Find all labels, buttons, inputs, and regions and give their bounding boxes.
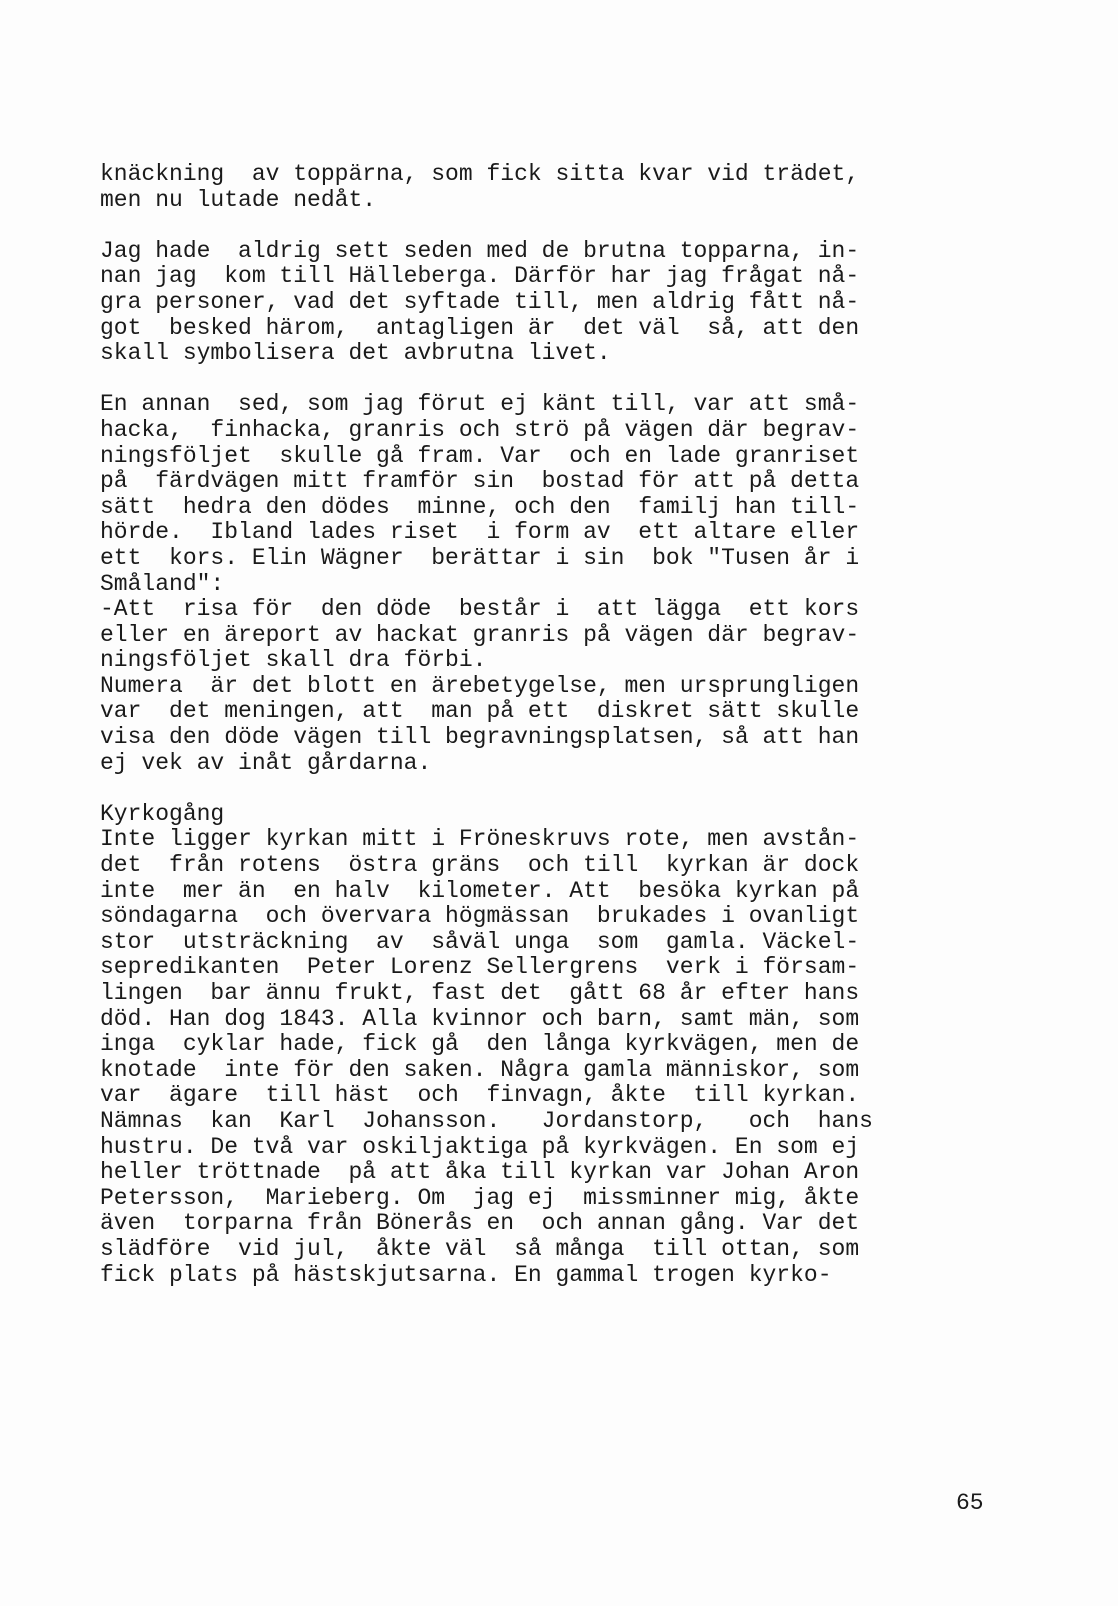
text-line: Jag hade aldrig sett seden med de brutna topparna, in-	[100, 237, 860, 264]
text-line: got besked härom, antagligen är det väl så, att den	[100, 314, 860, 341]
text-line: Numera är det blott en ärebetygelse, men ursprungligen	[100, 672, 860, 699]
text-line: var ägare till häst och finvagn, åkte till kyrkan.	[100, 1082, 860, 1109]
paragraph	[100, 392, 1000, 776]
paragraph-gap	[100, 213, 1000, 239]
text-line: det från rotens östra gräns och till kyrkan är dock	[100, 852, 860, 879]
text-line: men nu lutade nedåt.	[100, 186, 377, 213]
paragraph	[100, 239, 1000, 367]
text-line: lingen bar ännu frukt, fast det gått 68 år efter hans	[100, 980, 860, 1006]
text-line: slädföre vid jul, åkte väl så många till ottan, som	[100, 1235, 860, 1262]
text-line: även torparna från Bönerås en och annan gång. Var det	[100, 1210, 860, 1237]
text-line: ett kors. Elin Wägner berättar i sin bok "Tusen år i	[100, 544, 860, 571]
text-line: Nämnas kan Karl Johansson. Jordanstorp, och hans	[100, 1107, 873, 1134]
text-line: Småland":	[100, 570, 225, 597]
paragraph-gap	[100, 776, 1000, 802]
text-line: inga cyklar hade, fick gå den långa kyrkvägen, men de	[100, 1031, 860, 1058]
text-line: -Att risa för den döde består i att lägga ett kors	[100, 596, 860, 623]
text-line: på färdvägen mitt framför sin bostad för att på detta	[100, 468, 860, 495]
text-line: Inte ligger kyrkan mitt i Fröneskruvs rote, men avstån-	[100, 826, 860, 853]
text-line: eller en äreport av hackat granris på vägen där begrav-	[100, 621, 860, 648]
text-line: död. Han dog 1843. Alla kvinnor och barn, samt män, som	[100, 1005, 860, 1032]
text-line: gra personer, vad det syftade till, men aldrig fått nå-	[100, 288, 860, 315]
text-line: hörde. Ibland lades riset i form av ett altare eller	[100, 519, 860, 546]
text-line: söndagarna och övervara högmässan brukades i ovanligt	[100, 903, 860, 930]
text-line: skall symbolisera det avbrutna livet.	[100, 340, 611, 367]
text-line: ej vek av inåt gårdarna.	[100, 749, 432, 776]
text-line: visa den döde vägen till begravningsplatsen, så att han	[100, 724, 860, 751]
text-line: sätt hedra den dödes minne, och den familj han till-	[100, 493, 860, 520]
text-line: fick plats på hästskjutsarna. En gammal trogen kyrko-	[100, 1261, 832, 1288]
text-line: ningsföljet skall dra förbi.	[100, 647, 487, 674]
text-line: stor utsträckning av såväl unga som gamla. Väckel-	[100, 928, 860, 955]
page-number: 65	[956, 1490, 984, 1516]
text-line: sepredikanten Peter Lorenz Sellergrens verk i försam-	[100, 954, 860, 981]
paragraph-gap	[100, 367, 1000, 393]
text-line: knotade inte för den saken. Några gamla människor, som	[100, 1056, 860, 1083]
body-text	[100, 162, 1000, 1288]
text-line: nan jag kom till Hälleberga. Därför har jag frågat nå-	[100, 263, 860, 290]
paragraph	[100, 162, 1000, 213]
paragraph	[100, 802, 1000, 1288]
text-line: hacka, finhacka, granris och strö på vägen där begrav-	[100, 416, 860, 443]
text-line: hustru. De två var oskiljaktiga på kyrkvägen. En som ej	[100, 1133, 860, 1160]
text-line: Kyrkogång	[100, 800, 225, 827]
text-line: En annan sed, som jag förut ej känt till, var att små-	[100, 391, 860, 418]
text-line: inte mer än en halv kilometer. Att besöka kyrkan på	[100, 877, 860, 904]
text-line: Petersson, Marieberg. Om jag ej missminner mig, åkte	[100, 1184, 860, 1211]
text-line: heller tröttnade på att åka till kyrkan var Johan Aron	[100, 1159, 860, 1186]
text-line: knäckning av toppärna, som fick sitta kvar vid trädet,	[100, 161, 860, 187]
text-line: ningsföljet skulle gå fram. Var och en lade granriset	[100, 442, 860, 469]
text-line: var det meningen, att man på ett diskret sätt skulle	[100, 698, 860, 725]
